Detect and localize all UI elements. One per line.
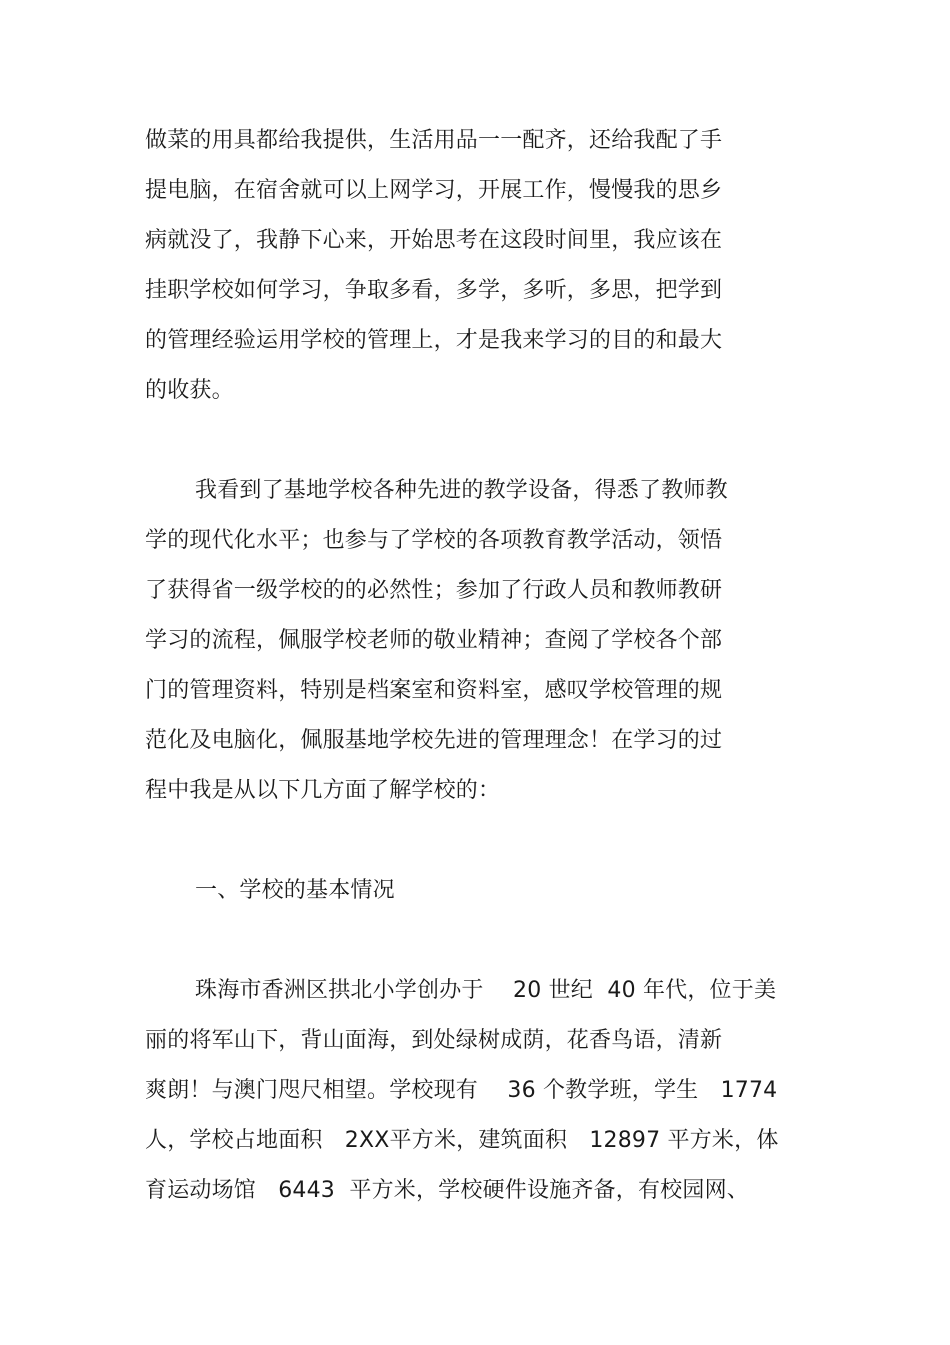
paragraph-3-line-3: 爽朗！与澳门咫尺相望。学校现有 36 个教学班，学生 1774 — [145, 1078, 778, 1103]
paragraph-2-line-4: 学习的流程，佩服学校老师的敬业精神；查阅了学校各个部 — [145, 628, 723, 653]
section-heading: 一、学校的基本情况 — [195, 878, 395, 903]
paragraph-3-line-4: 人，学校占地面积 2XX平方米，建筑面积 12897 平方米，体 — [145, 1128, 779, 1153]
paragraph-2-line-2: 学的现代化水平；也参与了学校的各项教育教学活动，领悟 — [145, 528, 723, 553]
paragraph-2-line-1: 我看到了基地学校各种先进的教学设备，得悉了教师教 — [195, 478, 728, 503]
paragraph-3-line-5: 育运动场馆 6443 平方米，学校硬件设施齐备，有校园网、 — [145, 1178, 749, 1203]
paragraph-1-line-2: 提电脑，在宿舍就可以上网学习，开展工作，慢慢我的思乡 — [145, 178, 723, 203]
paragraph-2-line-3: 了获得省一级学校的的必然性；参加了行政人员和教师教研 — [145, 578, 723, 603]
paragraph-1-line-3: 病就没了，我静下心来，开始思考在这段时间里，我应该在 — [145, 228, 723, 253]
paragraph-1-line-1: 做菜的用具都给我提供，生活用品一一配齐，还给我配了手 — [145, 128, 723, 153]
paragraph-1-line-6: 的收获。 — [145, 378, 234, 403]
paragraph-2-line-6: 范化及电脑化，佩服基地学校先进的管理理念！在学习的过 — [145, 728, 723, 753]
paragraph-2-line-5: 门的管理资料，特别是档案室和资料室，感叹学校管理的规 — [145, 678, 723, 703]
paragraph-1-line-5: 的管理经验运用学校的管理上，才是我来学习的目的和最大 — [145, 328, 723, 353]
paragraph-2-line-7: 程中我是从以下几方面了解学校的： — [145, 778, 501, 803]
paragraph-3-line-1: 珠海市香洲区拱北小学创办于 20 世纪 40 年代，位于美 — [195, 978, 777, 1003]
paragraph-1-line-4: 挂职学校如何学习，争取多看，多学，多听，多思，把学到 — [145, 278, 723, 303]
paragraph-3-line-2: 丽的将军山下，背山面海，到处绿树成荫，花香鸟语，清新 — [145, 1028, 723, 1053]
